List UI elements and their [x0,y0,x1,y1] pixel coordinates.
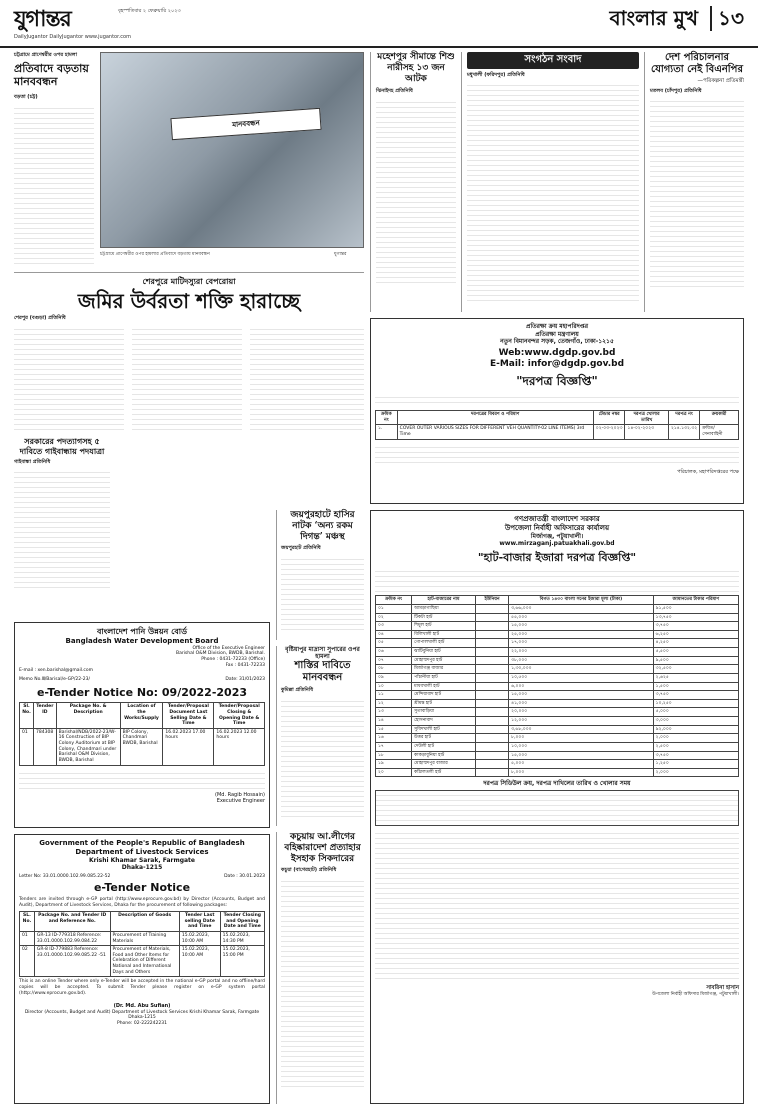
photo-banner: মানববন্ধন [170,108,321,140]
madrasa-byline: কুমিল্লা প্রতিনিধি [281,687,314,694]
cell: ১৩ [376,708,412,717]
dgdp-col: টেন্ডার নম্বর [593,411,625,425]
cell: ৮,০০০ [509,734,654,743]
hat-signer: সাবরিনা হাসান [706,984,739,991]
madrasa-body [281,697,364,817]
lead-body [14,104,94,264]
cell: ১৩,৭৫০ [653,613,738,622]
cell: ০৬ [376,648,412,657]
border-headline: মহেশপুর সীমান্তে শিশু নারীসহ ১৩ জন আটক [377,52,455,84]
table-row [376,673,739,682]
soil-body-col1 [14,325,124,431]
cell: ৩,৬৬,০০০ [509,604,654,613]
gaibandha-body [14,468,110,588]
cell: ৩২,৫০০ [653,665,738,674]
cell: ৫৫,০০০ [509,613,654,622]
table-row [376,708,739,717]
cell: ৬,০০০ [509,682,654,691]
dgdp-gov: প্রতিরক্ষা ক্রয় মহাপরিদপ্তর [525,323,589,330]
dls-col: Package No. and Tender ID and Reference No. [34,912,110,932]
cell [475,691,508,700]
cell: ১৫,০০০ [509,622,654,631]
cell: ৫,৫০০ [653,648,738,657]
cell: ০৩ [376,622,412,631]
cell: ১,৩০,০০০ [509,665,654,674]
org-news-byline: মধুখালী (ফরিদপুর) প্রতিনিধি [467,71,525,78]
cell [475,639,508,648]
cell: 02 [20,946,35,977]
dgdp-col: ক্রমিক নং [376,411,398,425]
cell: 15.02.2023, 10:00 AM [179,946,220,977]
cell: ২১৪.১৩২.৩২ [668,425,699,439]
cell: ১১ [376,691,412,700]
bwdb-signer: (Md. Ragib Hossain) [215,791,265,798]
lead-caption: চট্টগ্রামে প্রাণেশ্বরীর ওপর হামলার প্রতিবাদে বড়তায় মানববন্ধন [100,252,210,257]
hat-conditions [375,829,739,979]
dgdp-conditions [375,443,739,465]
cell: ১৫,০০০ [509,751,654,760]
bwdb-title-en: Bangladesh Water Development Board [65,637,219,645]
table-row [376,639,739,648]
cell: ক্রয়িত/ সেনাবাহিনী [700,425,739,439]
cell: ১০,৫০০ [509,673,654,682]
cell [475,717,508,726]
cell: ১২,০০০ [509,717,654,726]
cell: ২০,০০০ [509,708,654,717]
cell: ০৮ [376,665,412,674]
bwdb-tender-ad [14,622,270,828]
cell: আমড়াগাছিয়া [412,604,476,613]
madrasa-headline: শাস্তির দাবিতে মানববন্ধন [294,660,351,684]
cell: কাঁঠালতলী হাট [412,768,476,777]
lead-photo-credit: যুগান্তর [334,252,347,257]
cell: ২,০০০ [653,734,738,743]
table-row [20,946,265,977]
cell: ২০ [376,768,412,777]
cell [475,682,508,691]
cell [475,751,508,760]
cell: ০২-০৩-২০২৩ [593,425,625,439]
cell: ০৫ [376,639,412,648]
cell [475,673,508,682]
dls-tender-ad [14,834,270,1104]
cell: ৪১,০০০ [509,699,654,708]
border-byline: ঝিনাইদহ প্রতিনিধি [376,88,413,95]
cell: মির্জাগঞ্জ বাজার [412,665,476,674]
lead-byline: বড়তা (চট্ট) [14,94,38,100]
dls-title3: Krishi Khamar Sarak, Farmgate [89,856,195,864]
dgdp-tender-ad [370,318,744,504]
cell [475,665,508,674]
table-row [20,728,265,765]
border-body [376,98,456,286]
dgdp-address: নতুন বিমানবন্দর সড়ক, তেজগাঁও, ঢাকা-১২১৫ [500,338,614,345]
cell: ০২ [376,613,412,622]
cell: ০৯ [376,673,412,682]
cell: শ্রীমন্ত হাট [412,699,476,708]
cell: GR-8 ID-779883 Reference: 33.01.0000.102.99.085.22 -51 [34,946,110,977]
bwdb-notice-title: e-Tender Notice No: 09/2022-2023 [36,685,248,699]
dls-title1: Government of the People's Republic of Bangladesh [39,839,245,847]
hat-bazar-ad [370,510,744,1104]
cell: 15.02.2023, 14:30 PM [220,931,264,945]
cell: ১৬ [376,734,412,743]
soil-body-col2 [132,325,242,431]
cell: ৪,২৫০ [653,639,738,648]
cell: টিকটা হাট [412,613,476,622]
dgdp-col: দরপত্রের বিবরণ ও পরিমাণ [397,411,593,425]
hat-title: "হাট-বাজার ইজারা দরপত্র বিজ্ঞপ্তি" [477,550,637,564]
cell: ঝাটিবুনিয়া হাট [412,648,476,657]
cell: Barishal/NDB/2022-23/W-16 Construction of BIP Colony Auditorium at BIP Colony, Chandmari under Barishal O&M Division, BWDB, Barishal [56,728,120,765]
dgdp-intro [375,393,739,407]
bnp-subhead: —পরিকল্পনা প্রতিমন্ত্রী [697,78,744,84]
gaibandha-story [14,436,110,618]
cell: বিলিখালী হাট [412,630,476,639]
cell: ১৮ [376,751,412,760]
bnp-headline: দেশ পরিচালনার যোগ্যতা নেই বিএনপির [651,52,743,75]
cell: ৩,৭৫০ [653,751,738,760]
dls-note: This is an online Tender where only e-Tender will be accepted in the national e-GP portal and no offline/hard copies will be accepted. To submit Tender please register on e-GP system portal (http://www.eprocure.gov.bd). [19,979,265,997]
cell: মেন্দিয়াবাদ হাট [412,691,476,700]
kochua-headline: কচুয়ায় আ.লীগের বহিষ্কারাদেশ প্রত্যাহার ইসহাক সিকদারের [284,832,361,864]
lead-photo [100,52,364,248]
cell: ১৫ [376,725,412,734]
cell: গোপালখালী হাট [412,639,476,648]
bnp-body [650,97,744,287]
cell: ১৫,০০০ [509,691,654,700]
cell: শিমুল হাট [412,622,476,631]
cell: ১. [376,425,398,439]
cell: মোহাম্মদপুর হাট [412,656,476,665]
bwdb-col: Tender ID [34,703,57,729]
dgdp-signer: পরিচালক, মহাপরিদপ্তরের পক্ষে [677,468,739,475]
table-row [376,760,739,769]
dgdp-email[interactable]: E-Mail: infor@dgdp.gov.bd [489,358,625,369]
gaibandha-byline: গাইবান্ধা প্রতিনিধি [14,459,51,465]
dls-table [19,911,265,977]
org-news-title: সংগঠন সংবাদ [467,52,639,69]
cell: ১৯ [376,760,412,769]
hat-col: জামানতের টাকার পরিমাণ [653,596,738,605]
cell: 16.02.2023 12.00 hours [214,728,265,765]
hat-place: মির্জাগঞ্জ, পটুয়াখালী। [530,532,584,540]
cell: সুতাবাড়িয়া [412,708,476,717]
hat-col: ইউনিয়ন [475,596,508,605]
page-header [0,0,758,48]
table-row [376,751,739,760]
hat-table [375,595,739,777]
table-row [376,656,739,665]
table-row [376,691,739,700]
kochua-story [276,832,364,1104]
cell: ৫,০০০ [653,708,738,717]
hat-col: হাট-বাজারের নাম [412,596,476,605]
bwdb-col: Package No. & Description [56,703,120,729]
dls-col: SL. No. [20,912,35,932]
cell: ১৭ [376,742,412,751]
org-news-body [467,81,639,301]
cell: দেউলী হাট [412,742,476,751]
dls-col: Tender Closing and Opening Date and Time [220,912,264,932]
cell: BIP Colony, Chandmari BWDB, Barishal [120,728,163,765]
cell [475,708,508,717]
cell: ১০,০০০ [509,742,654,751]
cell: ৩,৬৮,০০০ [509,725,654,734]
cell: ৩,৭৫০ [653,622,738,631]
dgdp-title: "দরপত্র বিজ্ঞপ্তি" [516,374,598,388]
bwdb-memo: Memo No.Ⅲ/Barisal/e-GP/22-23/ [19,676,90,682]
cell: ১,২৫০ [653,760,738,769]
cell: 01 [20,728,34,765]
cell [475,613,508,622]
jaypurhat-body [281,555,364,633]
cell: 16.02.2023 17.00 hours [163,728,214,765]
lead-kicker: চট্টগ্রামে প্রাণেশ্বরীর ওপর হামলা [14,52,77,58]
bwdb-conditions [19,769,265,789]
cell: ১০ [376,682,412,691]
cell: পাঁচানীয়া হাট [412,673,476,682]
hat-signer-title: উপজেলা নির্বাহী অফিসার মির্জাগঞ্জ, পটুয়াখালী। [652,991,739,997]
hat-web[interactable]: www.mirzaganj.patuakhali.gov.bd [499,540,615,547]
madrasa-kicker: বৃষ্টিয়াপুর মাদ্রাসা সুপারের ওপর হামলা [285,646,360,661]
dls-col: Description of Goods [110,912,179,932]
bwdb-title-bn: বাংলাদেশ পানি উন্নয়ন বোর্ড [96,627,187,636]
cell: ৩,৭৫০ [653,691,738,700]
hat-schedule-table [375,790,739,826]
table-row [376,604,739,613]
table-row [376,665,739,674]
soil-body-col3 [250,325,364,431]
dls-date: Date : 30.01.2023 [224,873,265,879]
cell: ০১ [376,604,412,613]
lead-story [14,52,364,270]
cell: ১০,২৫০ [653,699,738,708]
cell: মাধবখালী হাট [412,682,476,691]
cell [475,742,508,751]
table-row [376,768,739,777]
cell: ১,৫০০ [653,682,738,691]
cell: ৩,০০০ [653,717,738,726]
cell: ০৪ [376,630,412,639]
bwdb-phone: Phone : 0431-72233 (Office) [201,657,265,662]
cell: ১৪ [376,717,412,726]
bwdb-email[interactable]: E-mail : xen.barishal@gmail.com [19,668,94,674]
kochua-byline: কচুয়া (বাগেরহাট) প্রতিনিধি [281,867,337,874]
cell [475,768,508,777]
cell: ১৭,০০০ [509,639,654,648]
cell: মোহাম্মদপুর বাজার [412,760,476,769]
bwdb-col: Sl. No. [20,703,34,729]
dls-signer: (Dr. Md. Abu Sufian) [113,1003,171,1010]
cell: 15.02.2023, 15:00 PM [220,946,264,977]
cell: ২,০০০ [653,768,738,777]
bwdb-date: Date: 31/01/2023 [225,676,265,682]
table-row [20,931,265,945]
table-row [376,725,739,734]
cell [475,760,508,769]
bwdb-col: Tender/Proposal Closing & Opening Date & Time [214,703,265,729]
cell: 01 [20,931,35,945]
table-row [376,622,739,631]
bnp-story [644,52,744,312]
cell [475,725,508,734]
cell: ২২,০০০ [509,648,654,657]
cell: হোসনাবাদ [412,717,476,726]
bwdb-office: Office of the Executive Engineer [192,645,265,651]
soil-headline: জমির উর্বরতা শক্তি হারাচ্ছে [77,289,301,313]
cell: Procurement of Materials, Food and Other Items for Celebration of Different National and International Days and Others [110,946,179,977]
soil-kicker: শেরপুরে মাটিদস্যুরা বেপরোয়া [142,277,236,286]
cell: ১২ [376,699,412,708]
dls-title2: Department of Livestock Services [75,847,209,856]
dls-notice-title: e-Tender Notice [93,881,191,895]
cell: GR-13 ID-779318 Reference: 33.01.0000.102.99.084.22 [34,931,110,945]
kochua-body [281,877,364,1087]
dgdp-col: দরপত্র খোলার তারিখ [625,411,669,425]
cell [475,648,508,657]
dgdp-ministry: প্রতিরক্ষা মন্ত্রণালয় [535,330,579,338]
hat-section2: দরপত্র সিডিউল ক্রয়, দরপত্র দাখিলের তারিখ ও খোলার সময় [483,780,631,788]
cell: Procurement of Training Materials [110,931,179,945]
cell [475,699,508,708]
social-links[interactable]: DailyJugantor DailyJugantor www.jugantor.com [14,34,131,40]
soil-byline: শেরপুর (বগুড়া) প্রতিনিধি [14,315,66,321]
dgdp-col: ক্রয়কারী [700,411,739,425]
dls-title4: Dhaka-1215 [121,864,163,871]
issue-date: বৃহস্পতিবার ২ ফেব্রুয়ারি ২০২৩ [118,8,181,14]
cell: ৮,০০০ [509,768,654,777]
cell: ২৫,০০০ [509,630,654,639]
cell: COVER OUTER VARIOUS SIZES FOR DIFFERENT VEH QUANTITY-02 LINE ITEMS) 3rd Time [397,425,593,439]
cell: ৯,৫০০ [653,656,738,665]
cell: ১৪-০২-২০২৩ [625,425,669,439]
dls-letter: Letter No: 33.01.0000.102.99.085.22-52 [19,873,111,879]
cell [475,734,508,743]
cell: কাকড়াবুনিয়া হাট [412,751,476,760]
cell [475,604,508,613]
cell: সুবিদখালী হাট [412,725,476,734]
section-title: বাংলার মুখ [609,6,698,30]
jaypurhat-byline: জয়পুরহাট প্রতিনিধি [281,545,321,552]
dls-intro: Tenders are invited through e-GP portal (http://www.eprocure.gov.bd) by Director (Accounts, Budget and Audit), Department of Livestock Services, Dhaka for the procurement of following packages: [19,896,265,908]
gaibandha-headline: সরকারের পদত্যাগসহ ৫ দাবিতে গাইবান্ধায় পদযাত্রা [19,436,105,456]
dgdp-web[interactable]: Web:www.dgdp.gov.bd [498,347,616,358]
lead-headline: প্রতিবাদে বড়তায় মানববন্ধন [14,62,89,89]
org-news [461,52,639,312]
bwdb-division: Barishal O&M Division, BWDB, Barishal. [175,651,265,657]
table-row [376,613,739,622]
soil-story [14,272,364,432]
bwdb-fax: Fax : 0431-72233 [225,662,265,668]
table-row [376,717,739,726]
cell: ৩৮,০০০ [509,656,654,665]
newspaper-logo: যুগান্তর [14,6,71,32]
cell: 784308 [34,728,57,765]
cell: ২,৫০০ [653,742,738,751]
dls-col: Tender Last selling Date and Time [179,912,220,932]
madrasa-story [276,646,364,826]
page-number: ১৩ [710,6,744,31]
jaypurhat-story [276,510,364,640]
cell: ২,৬২৫ [653,673,738,682]
hat-col: বিগত ১৪৩০ বাংলা সনের ইজারা মূল্য (টাকা) [509,596,654,605]
cell: ৬,২৫০ [653,630,738,639]
hat-intro [375,567,739,593]
cell: ৯১,৫০০ [653,604,738,613]
dls-signer-title: Director (Accounts, Budget and Audit) Department of Livestock Services Krishi Khamar Sarak, Farmgate Dhaka-1215 [24,1009,260,1021]
cell [475,622,508,631]
dgdp-col: দরপত্র নং [668,411,699,425]
table-row [376,630,739,639]
dgdp-table [375,410,739,440]
cell [475,656,508,665]
table-row [376,734,739,743]
hat-gov: গণপ্রজাতন্ত্রী বাংলাদেশ সরকার [514,515,600,523]
bwdb-col: Location of the Works/Supply [120,703,163,729]
bwdb-signer-title: Executive Engineer [216,797,265,804]
jaypurhat-headline: জয়পুরহাটে হাসির নাটক ‘অন্য রকম দিগন্ত’ মঞ্চস্থ [290,510,355,542]
hat-col: ক্রমিক নং [376,596,412,605]
hat-office: উপজেলা নির্বাহী অফিসারের কার্যালয় [504,523,610,532]
bnp-byline: মতলব (চাঁদপুর) প্রতিনিধি [650,87,702,94]
table-row [376,742,739,751]
dls-phone: Phone: 02-222242231 [116,1020,167,1026]
cell: ৫,০০০ [509,760,654,769]
bwdb-table [19,702,265,765]
cell [475,630,508,639]
table-row [376,425,739,439]
table-row [376,699,739,708]
bwdb-col: Tender/Proposal Document Last Selling Date & Time [163,703,214,729]
cell: উত্তর হাট [412,734,476,743]
cell: ৯২,০০০ [653,725,738,734]
cell: 15.02.2023, 10:00 AM [179,931,220,945]
table-row [376,682,739,691]
border-story [370,52,456,312]
table-row [376,648,739,657]
cell: ০৭ [376,656,412,665]
